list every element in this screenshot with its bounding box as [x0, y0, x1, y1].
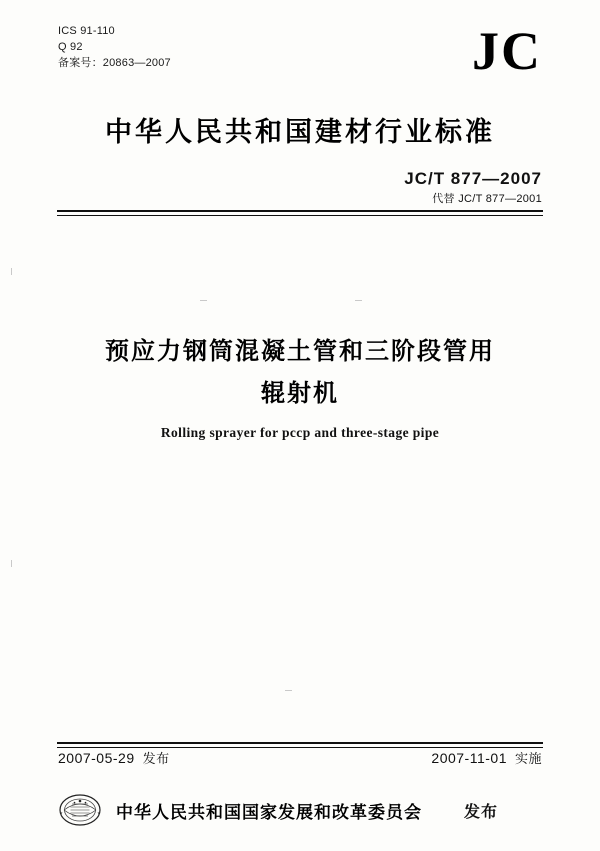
standard-number-block: [404, 168, 542, 206]
dates-row: [58, 748, 542, 767]
header-divider: [57, 210, 543, 212]
national-emblem-icon: [58, 790, 102, 830]
title-chinese-line2: 辊射机: [261, 379, 339, 407]
effective-date: 2007-11-01: [431, 750, 507, 766]
replaces-note: 代替 JC/T 877—2001: [432, 193, 542, 206]
series-heading: 中华人民共和国建材行业标准: [105, 117, 495, 148]
classification-code: Q 92: [58, 40, 83, 53]
title-english: Rolling sprayer for pccp and three-stage pipe: [160, 425, 440, 440]
header-divider-thin: [57, 215, 543, 216]
effective-date-label: 实施: [514, 752, 542, 767]
registration-mark: [200, 300, 207, 301]
title-chinese: [70, 330, 530, 414]
issuer-name: 中华人民共和国国家发展和改革委员会: [116, 802, 422, 823]
effective-date-group: [431, 748, 542, 767]
standard-number: JC/T 877—2007: [404, 169, 542, 188]
title-chinese-line1: 预应力钢筒混凝土管和三阶段管用: [105, 337, 495, 365]
issue-date-group: [58, 748, 170, 767]
issuer-action-label: 发布: [464, 801, 499, 821]
registration-mark: [11, 268, 12, 275]
issue-date-label: 发布: [142, 752, 170, 767]
registration-mark: [355, 300, 362, 301]
issuer-row: [58, 790, 542, 830]
record-number: 备案号：20863—2007: [58, 56, 171, 69]
identification-block: [58, 24, 171, 72]
jc-emblem-text: JC: [472, 21, 542, 81]
ics-code: ICS 91-110: [58, 25, 115, 37]
registration-mark: [11, 560, 12, 567]
footer-divider: [57, 742, 543, 744]
issue-date: 2007-05-29: [58, 750, 135, 766]
registration-mark: [285, 690, 292, 691]
